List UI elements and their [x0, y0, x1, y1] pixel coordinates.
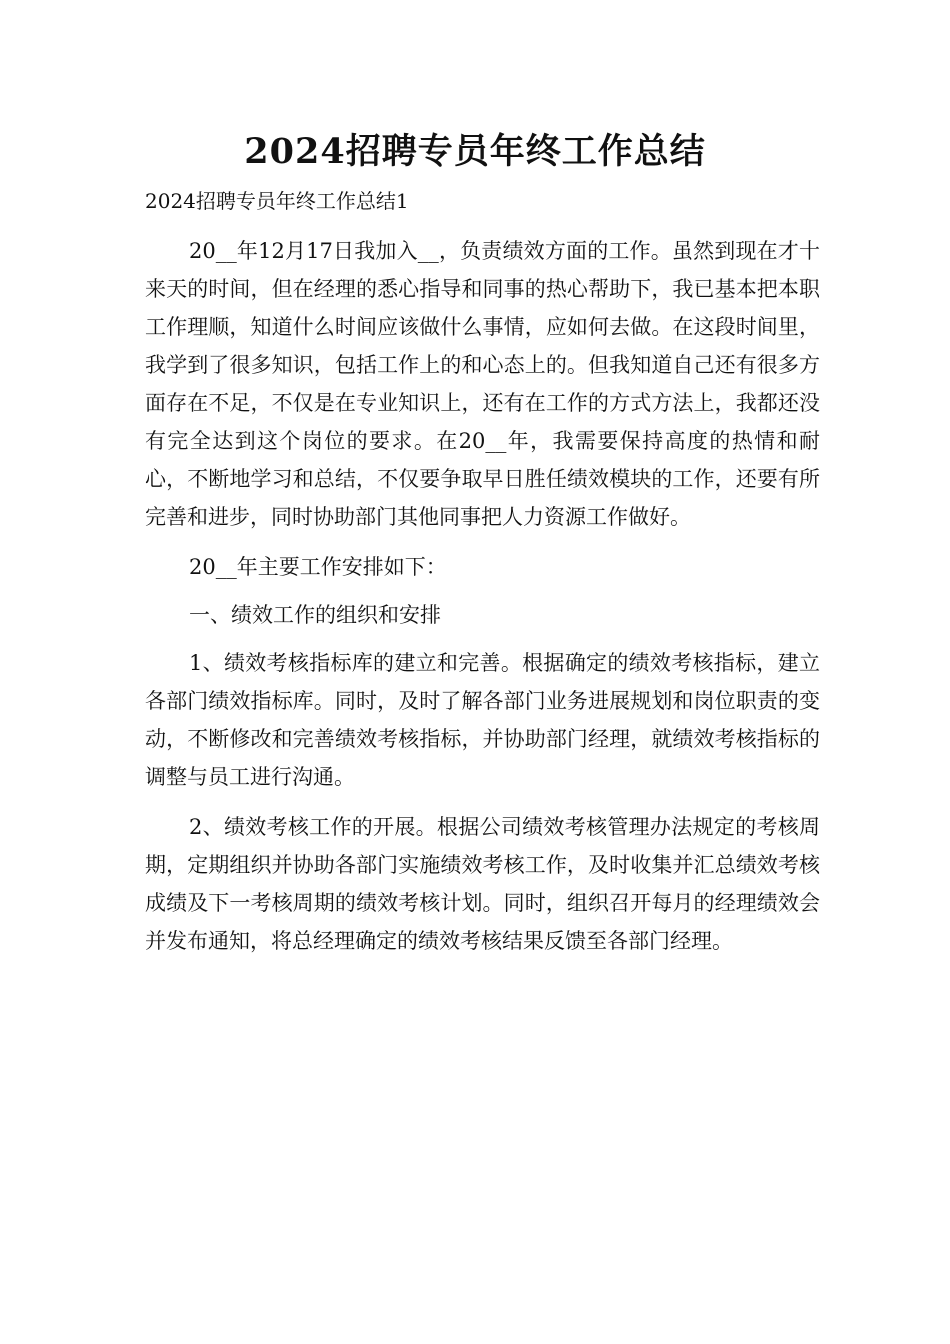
document-title: 2024招聘专员年终工作总结	[244, 131, 706, 172]
paragraph-intro: 20__年12月17日我加入__，负责绩效方面的工作。虽然到现在才十来天的时间，但在经理的悉心指导和同事的热心帮助下，我已基本把本职工作理顺，知道什么时间应该做什么事情，应如何去做。在这段时间里，我学到了很多知识，包括工作上的和心态上的。但我知道自己还有很多方面存在不足，不仅是在专业知识上，还有在工作的方式方法上，我都还没有完全达到这个岗位的要求。在20__年，我需要保持高度的热情和耐心，不断地学习和总结，不仅要争取早日胜任绩效模块的工作，还要有所完善和进步，同时协助部门其他同事把人力资源工作做好。	[145, 239, 820, 529]
paragraph-item-2: 2、绩效考核工作的开展。根据公司绩效考核管理办法规定的考核周期，定期组织并协助各部门实施绩效考核工作，及时收集并汇总绩效考核成绩及下一考核周期的绩效考核计划。同时，组织召开每月的经理绩效会并发布通知，将总经理确定的绩效考核结果反馈至各部门经理。	[145, 815, 820, 953]
document-subtitle: 2024招聘专员年终工作总结1	[145, 189, 409, 213]
paragraph-item-1: 1、绩效考核指标库的建立和完善。根据确定的绩效考核指标，建立各部门绩效指标库。同时，及时了解各部门业务进展规划和岗位职责的变动，不断修改和完善绩效考核指标，并协助部门经理，就绩效考核指标的调整与员工进行沟通。	[145, 651, 820, 789]
document-body	[145, 232, 820, 972]
paragraph-plan-heading: 20__年主要工作安排如下：	[189, 555, 447, 579]
section-heading-performance: 一、绩效工作的组织和安排	[189, 603, 441, 627]
